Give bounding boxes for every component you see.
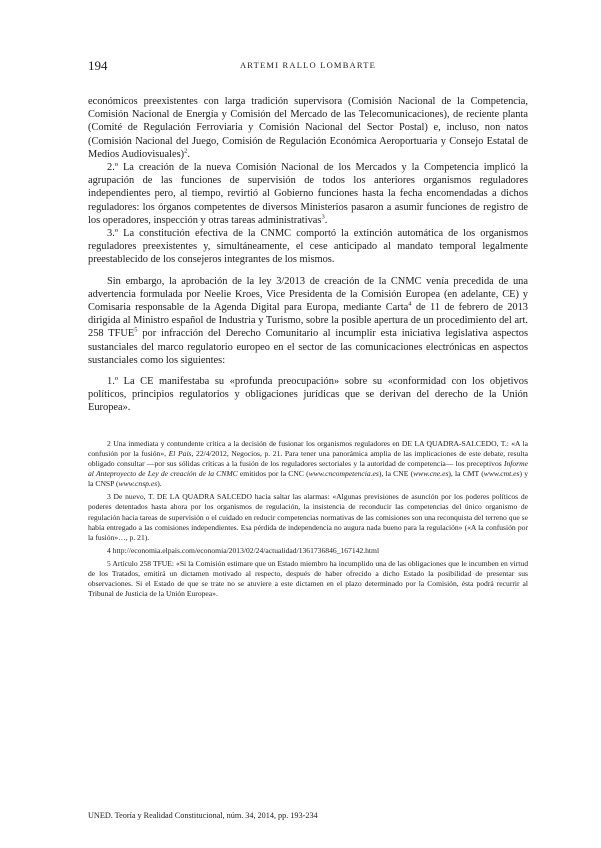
footnote-2-text-f: ) y la CNSP ( [88, 469, 528, 489]
paragraph-4-text-c: por infracción del Derecho Comunitario al incumplir esta iniciativa legislativa aspectos sustanciales del marco regulatorio europeo en el sector de las comunicaciones electrónicas en aspectos sustanciales como los siguientes: [88, 328, 528, 366]
paragraph-2: 2.º La creación de la nueva Comisión Nacional de los Mercados y la Competencia implicó la agrupación de las funciones de supervisión de todos los anteriores organismos reguladores independientes pero, al tiempo, revirtió al Gobierno funciones hasta la fecha encomendadas a dichos reguladores: los órganos competentes de diversos Ministerios pasaron a asumir funciones de registro de los operadores, inspección y otras tareas administrativas$^3$. [88, 162, 528, 226]
footnote-2-url-cnsp[interactable]: www.cnsp.es [118, 479, 158, 489]
footnote-2-text-b: , 22/4/2012, Negocios, p. 21. Para tener una panorámica amplia de las implicaciones de este debate, resulta obligado consultar —por sus sólidas críticas a la fusión de los reguladores sectoriales y la autoridad de competencia— los preceptivos [88, 448, 528, 469]
footnote-ref-3[interactable]: 3 [321, 213, 325, 221]
page-number: 194 [88, 58, 108, 73]
footnote-ref-2[interactable]: 2 [184, 147, 188, 155]
footnote-2-work-title: Informe al Anteproyecto de Ley de creación de la CNMC [88, 459, 528, 479]
page-header [88, 58, 528, 74]
page [88, 58, 528, 602]
footnote-2-text-a: 2 Una inmediata y contundente crítica a la decisión de fusionar los organismos reguladores en DE LA QUADRA-SALCEDO, T.: «A la confusión por la fusión», [88, 438, 528, 458]
footnote-2-text-c: emitidos por la CNC ( [237, 469, 309, 479]
paragraph-5: 1.º La CE manifestaba su «profunda preocupación» sobre su «conformidad con los objetivos políticos, principios regulatorios y obligaciones jurídicas que se derivan del derecho de la Unión Europea». [88, 376, 528, 414]
footnote-4[interactable]: 4 http://economia.elpais.com/economia/2013/02/24/actualidad/1361736846_167142.html [107, 545, 380, 555]
footnote-2-text-g: ). [157, 479, 162, 489]
running-head: ARTEMI RALLO LOMBARTE [239, 60, 377, 70]
paragraph-2-text: 2.º La creación de la nueva Comisión Nacional de los Mercados y la Competencia implicó la agrupación de las funciones de supervisión de todos los anteriores organismos reguladores independientes pero, al tiempo, revirtió al Gobierno funciones hasta la fecha encomendadas a dichos reguladores: los órganos competentes de diversos Ministerios pasaron a asumir funciones de registro de los operadores, inspección y otras tareas administrativas [88, 162, 528, 226]
paragraph-4 [88, 275, 528, 367]
footnote-2-text-d: ), la CNE ( [378, 469, 414, 479]
footnote-2-publication: El País [168, 448, 192, 458]
footnote-5: 5 Artículo 258 TFUE: «Si la Comisión estimare que un Estado miembro ha incumplido una de las obligaciones que le incumben en virtud de los Tratados, emitirá un dictamen motivado al respecto, después de haber ofrecido a dicho Estado la posibilidad de presentar sus observaciones. Si el Estado de que se trate no se atuviere a este dictamen en el plazo determinado por la Comisión, ésta podrá recurrir al Tribunal de Justicia de la Unión Europea». [88, 558, 528, 599]
paragraph-4-text-b: de 11 de febrero de 2013 dirigida al Ministro español de Industria y Turismo, sobre la posible apertura de un procedimiento del art. 258 TFUE [88, 302, 528, 340]
body-text [88, 95, 528, 415]
footnote-ref-5[interactable]: 5 [134, 326, 138, 334]
footnote-2-url-cnc[interactable]: www.cncompetencia.es [308, 469, 379, 479]
footnote-2-url-cne[interactable]: www.cne.es [413, 469, 449, 479]
footnote-3: 3 De nuevo, T. DE LA QUADRA SALCEDO hacía saltar las alarmas: «Algunas previsiones de asunción por los poderes políticos de poderes detentados hasta ahora por los organismos de regulación, la insistencia de reconducir las competencias del único organismo de regulación hacia tareas de supervisión o el cuidado en reducir competencias normativas de las comisiones son una reconquista del terreno que se había entregado a las comisiones independientes. Esa pérdida de independencia no augura nada bueno para la regulación» («A la confusión por la fusión»…, p. 21). [88, 492, 528, 543]
paragraph-1: económicos preexistentes con larga tradición supervisora (Comisión Nacional de la Competencia, Comisión Nacional de Energía y Comisión del Mercado de las Telecomunicaciones), de reciente planta (Comité de Regulación Ferroviaria y Comisión Nacional del Sector Postal) e, incluso, non natos (Comisión Nacional del Juego, Comisión de Regulación Económica Aeroportuaria y Consejo Estatal de Medios Audiovisuales)$^2$. [88, 96, 528, 160]
footnotes [88, 439, 528, 600]
footnote-2-url-cmt[interactable]: www.cmt.es [483, 469, 520, 479]
paragraph-3: 3.º La constitución efectiva de la CNMC comportó la extinción automática de los organismos reguladores preexistentes y, simultáneamente, el cese anticipado al mandato temporal legalmente preestablecido de los consejeros integrantes de los mismos. [88, 228, 528, 266]
paragraph-1-text: económicos preexistentes con larga tradición supervisora (Comisión Nacional de la Competencia, Comisión Nacional de Energía y Comisión del Mercado de las Telecomunicaciones), de reciente planta (Comité de Regulación Ferroviaria y Comisión Nacional del Sector Postal) e, incluso, non natos (Comisión Nacional del Juego, Comisión de Regulación Económica Aeroportuaria y Consejo Estatal de Medios Audiovisuales) [88, 96, 528, 160]
page-footer: UNED. Teoría y Realidad Constitucional, núm. 34, 2014, pp. 193-234 [88, 811, 318, 820]
footnote-2-text-e: ), la CMT ( [448, 469, 484, 479]
paragraph-4-text-a: Sin embargo, la aprobación de la ley 3/2013 de creación de la CNMC venía precedida de una advertencia formulada por Neelie Kroes, Vice Presidenta de la Comisión Europea (en adelante, CE) y Comisaria responsable de la Agenda Digital para Europa, mediante Carta [88, 275, 528, 314]
footnote-2 [88, 439, 528, 490]
footnote-ref-4[interactable]: 4 [408, 300, 412, 308]
